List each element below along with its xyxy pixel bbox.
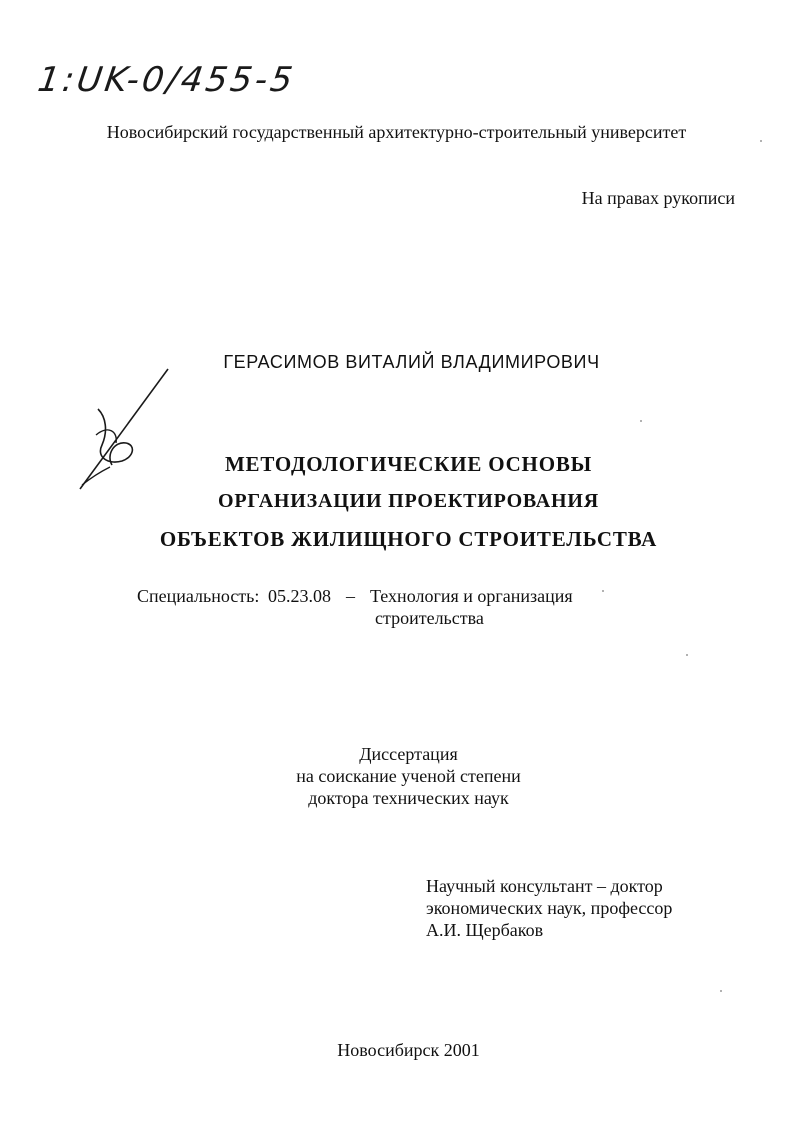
manuscript-note: На правах рукописи	[581, 188, 735, 208]
consultant-line-3: А.И. Щербаков	[426, 920, 544, 940]
dissertation-type-line-2: на соискание ученой степени	[296, 766, 521, 786]
scan-speck	[686, 654, 688, 656]
specialty-name-line-2: строительства	[375, 608, 484, 628]
author-name: ГЕРАСИМОВ ВИТАЛИЙ ВЛАДИМИРОВИЧ	[223, 352, 600, 372]
archive-code: 1:UK-0/455-5	[35, 60, 298, 100]
consultant-line-1: Научный консультант – доктор	[426, 876, 663, 896]
scan-speck	[720, 990, 722, 992]
dissertation-title-line-2: ОРГАНИЗАЦИИ ПРОЕКТИРОВАНИЯ	[217, 490, 600, 512]
dissertation-title-line-3: ОБЪЕКТОВ ЖИЛИЩНОГО СТРОИТЕЛЬСТВА	[159, 527, 658, 551]
consultant-line-2: экономических наук, профессор	[426, 898, 673, 918]
city-and-year: Новосибирск 2001	[337, 1040, 480, 1060]
university-name: Новосибирский государственный архитектурно-строительный университет	[106, 122, 687, 142]
scan-speck	[640, 420, 642, 422]
dissertation-type-line-1: Диссертация	[359, 744, 458, 764]
specialty-name-line-1: Технология и организация	[370, 586, 573, 606]
specialty-dash: –	[346, 586, 355, 606]
scan-speck	[602, 590, 604, 592]
specialty-label: Специальность:	[137, 586, 260, 606]
dissertation-title-line-1: МЕТОДОЛОГИЧЕСКИЕ ОСНОВЫ	[224, 452, 593, 476]
dissertation-type-line-3: доктора технических наук	[308, 788, 509, 808]
specialty-code: 05.23.08	[268, 586, 331, 606]
scan-speck	[760, 140, 762, 142]
